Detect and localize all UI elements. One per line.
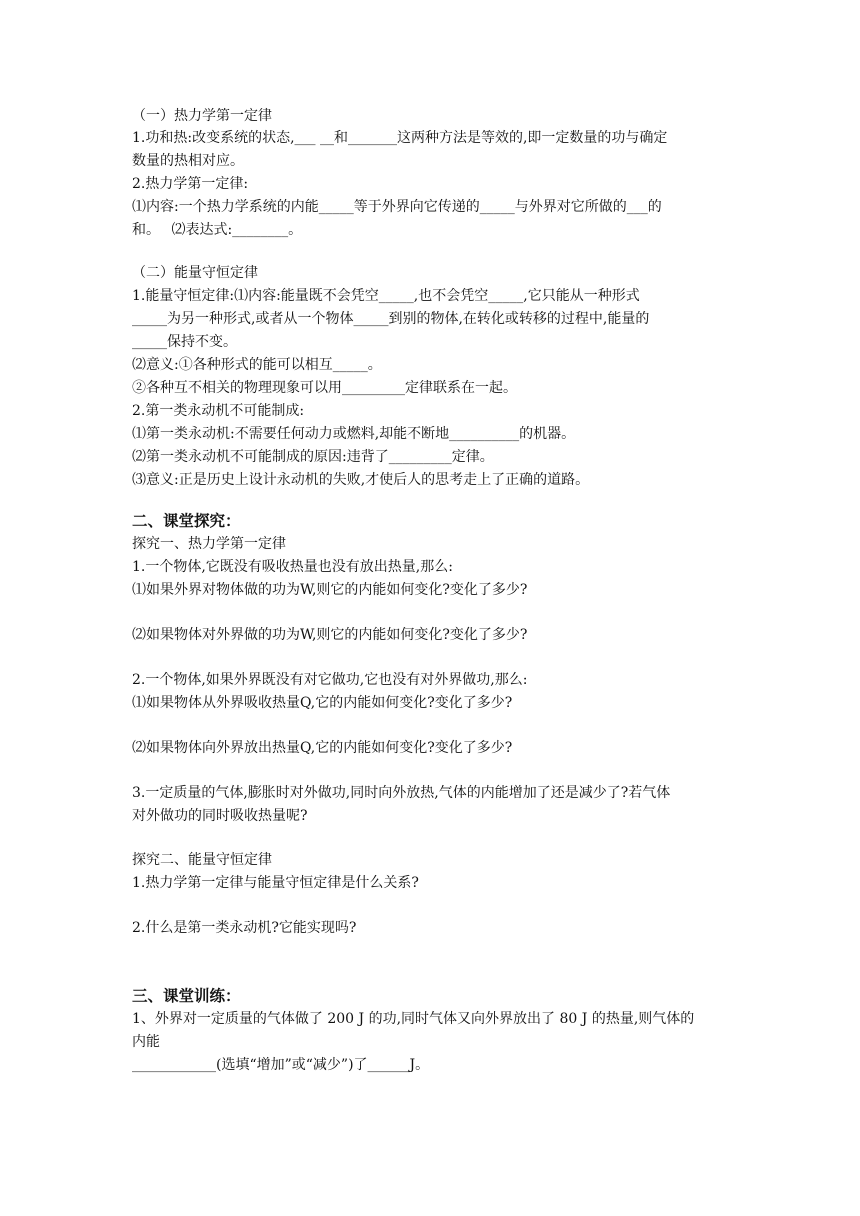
section2-heading: 二、课堂探究：	[132, 512, 241, 530]
part2-line6: 2.第一类永动机不可能制成:	[132, 403, 305, 419]
part2-line9: ⑶意义:正是历史上设计永动机的失败,才使后人的思考走上了正确的道路。	[132, 472, 590, 488]
question-1a: ⑴如果外界对物体做的功为W,则它的内能如何变化?变化了多少?	[132, 582, 528, 598]
part2-line5: ②各种互不相关的物理现象可以用_________定律联系在一起。	[132, 380, 517, 396]
explore2-title: 探究二、能量守恒定律	[132, 852, 272, 868]
part1-line1: 1.功和热:改变系统的状态,___ __和_______这两种方法是等效的,即一定数量的功与确定	[132, 130, 668, 146]
question-4: 1.热力学第一定律与能量守恒定律是什么关系?	[132, 875, 419, 891]
question-2a: ⑴如果物体从外界吸收热量Q,它的内能如何变化?变化了多少?	[132, 695, 513, 711]
question-3-line1: 3.一定质量的气体,膨胀时对外做功,同时向外放热,气体的内能增加了还是减少了?若气体	[132, 785, 671, 801]
training-1-line2: 内能	[132, 1034, 160, 1050]
part1-line3: 2.热力学第一定律:	[132, 176, 249, 192]
part1-line2: 数量的热相对应。	[132, 153, 244, 169]
question-1: 1.一个物体,它既没有吸收热量也没有放出热量,那么:	[132, 559, 453, 575]
section3-heading: 三、课堂训练：	[132, 987, 241, 1005]
part1-line4: ⑴内容:一个热力学系统的内能_____等于外界向它传递的_____与外界对它所做的___的	[132, 199, 662, 215]
question-5: 2.什么是第一类永动机?它能实现吗?	[132, 920, 357, 936]
question-1b: ⑵如果物体对外界做的功为W,则它的内能如何变化?变化了多少?	[132, 627, 528, 643]
part2-line1: 1.能量守恒定律:⑴内容:能量既不会凭空_____,也不会凭空_____,它只能从一种形式	[132, 288, 640, 304]
part2-line2: _____为另一种形式,或者从一个物体_____到别的物体,在转化或转移的过程中,能量的	[132, 311, 650, 327]
part2-line4: ⑵意义:①各种形式的能可以相互_____。	[132, 357, 382, 373]
question-2: 2.一个物体,如果外界既没有对它做功,它也没有对外界做功,那么:	[132, 672, 528, 688]
part2-heading: （二）能量守恒定律	[132, 265, 258, 281]
question-2b: ⑵如果物体向外界放出热量Q,它的内能如何变化?变化了多少?	[132, 740, 513, 756]
part2-line8: ⑵第一类永动机不可能制成的原因:违背了_________定律。	[132, 449, 494, 465]
part2-line7: ⑴第一类永动机:不需要任何动力或燃料,却能不断地__________的机器。	[132, 426, 576, 442]
training-1-line3: ____________(选填“增加”或“减少”)了______J。	[132, 1057, 430, 1073]
training-1-line1: 1、外界对一定质量的气体做了 200 J 的功,同时气体又向外界放出了 80 J 的热量,则气体的	[132, 1011, 695, 1027]
part1-line5: 和。 ⑵表达式:________。	[132, 222, 303, 238]
part2-line3: _____保持不变。	[132, 334, 237, 350]
part1-heading: （一）热力学第一定律	[132, 108, 272, 124]
explore1-title: 探究一、热力学第一定律	[132, 536, 286, 552]
question-3-line2: 对外做功的同时吸收热量呢?	[132, 808, 308, 824]
